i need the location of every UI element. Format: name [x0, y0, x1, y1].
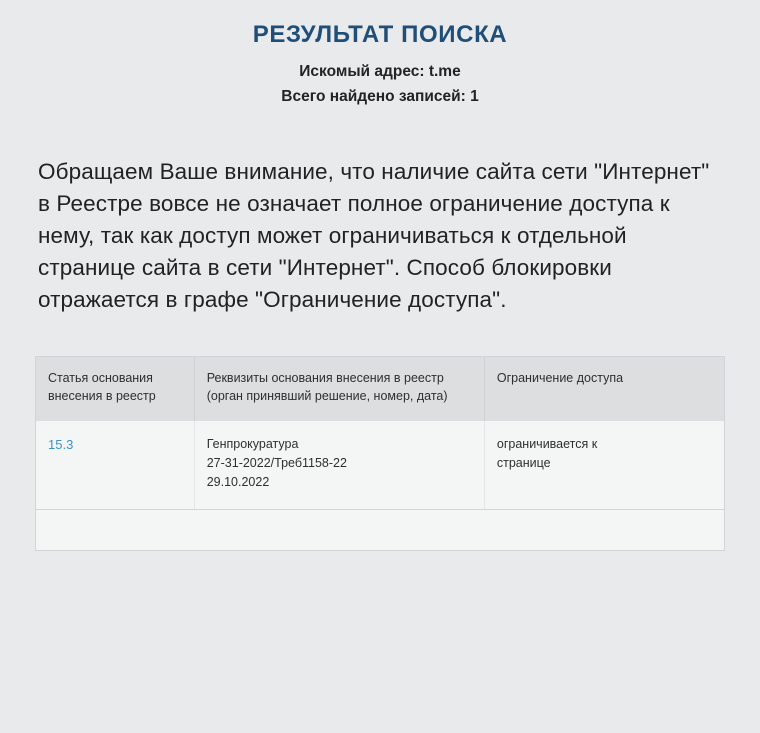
table-row [36, 421, 724, 509]
registry-notice-text: Обращаем Ваше внимание, что наличие сайта сети "Интернет" в Реестре вовсе не означает полное ограничение доступа к нему, так как доступ может ограничиваться к отдельной странице сайта в сети "Интернет". Способ блокировки отражается в графе "Ограничение доступа". [38, 159, 710, 312]
records-found-label: Всего найдено записей: 1 [281, 88, 479, 106]
cell-article [36, 421, 194, 509]
restriction-line-1: ограничивается к [496, 437, 598, 452]
column-header-article: Статья основания внесения в реестр [36, 357, 194, 421]
result-header [0, 0, 760, 108]
table-bottom-filler [35, 510, 725, 551]
basis-date: 29.10.2022 [206, 474, 270, 489]
cell-basis [194, 421, 484, 509]
column-header-basis: Реквизиты основания внесения в реестр (орган принявший решение, номер, дата) [194, 357, 484, 421]
cell-restriction [484, 421, 724, 509]
restriction-line-2: странице [496, 455, 551, 470]
article-link[interactable]: 15.3 [48, 437, 74, 453]
column-header-restriction: Ограничение доступа [484, 357, 724, 421]
registry-table [36, 357, 724, 510]
basis-number: 27-31-2022/Треб1158-22 [206, 455, 347, 470]
page-title: РЕЗУЛЬТАТ ПОИСКА [252, 21, 508, 48]
table-header-row [36, 357, 724, 421]
registry-table-container [35, 356, 725, 511]
basis-authority: Генпрокуратура [206, 437, 299, 452]
searched-address-label: Искомый адрес: t.me [299, 63, 461, 81]
